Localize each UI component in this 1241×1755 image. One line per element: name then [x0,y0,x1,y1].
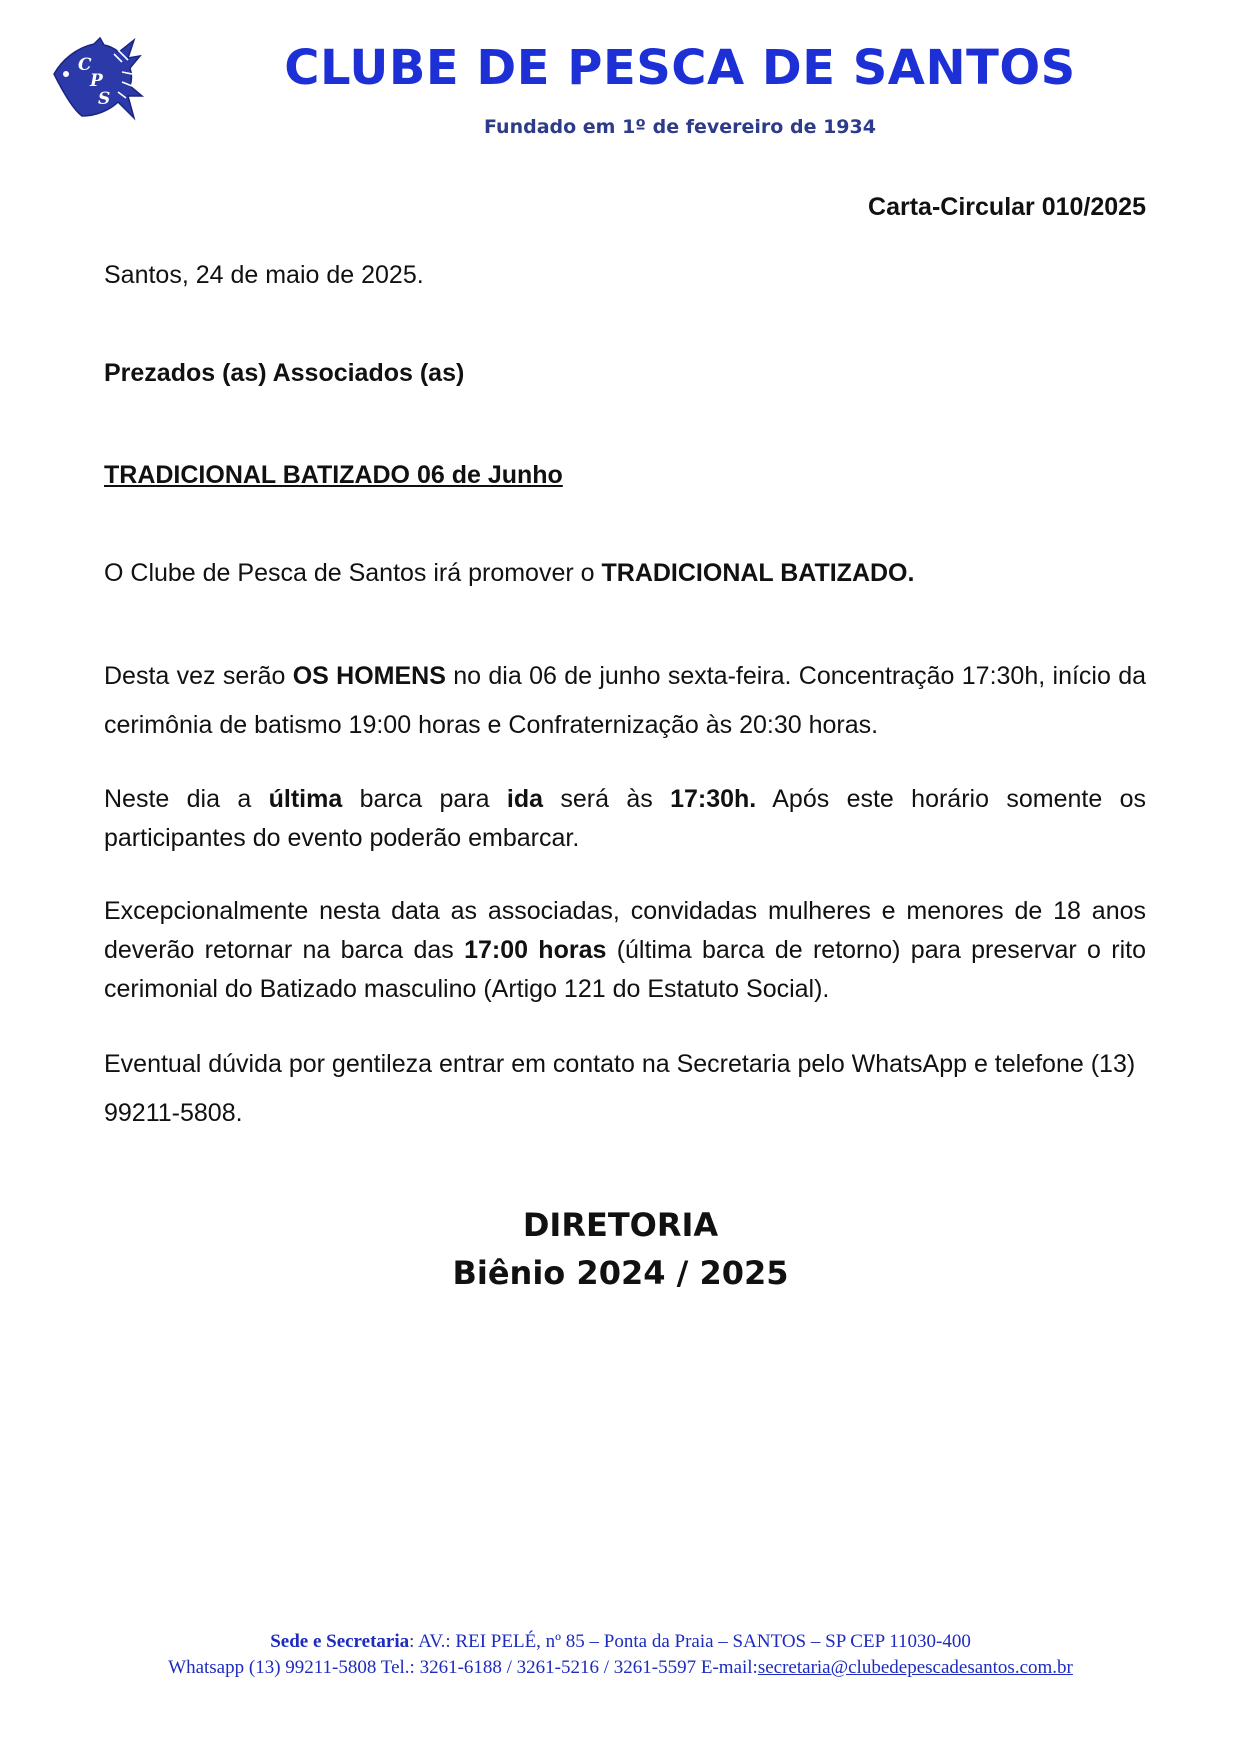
club-logo [52,36,152,126]
founded-date: Fundado em 1º de fevereiro de 1934 [484,116,876,138]
para3-b3: 17:30h. [670,785,757,813]
logo-letter-p: P [90,71,103,91]
para1-text: O Clube de Pesca de Santos irá promover o [104,559,602,587]
para1-bold: TRADICIONAL BATIZADO. [601,559,915,587]
para3-b1: última [268,785,343,813]
para4-t2: (última barca de retorno) para preservar o rito cerimonial do Batizado masculino (Artigo 121 do Estatuto Social). [104,935,1146,1003]
logo-letter-s: S [98,89,111,109]
signature-term: Biênio 2024 / 2025 [452,1254,789,1292]
paragraph-schedule [104,652,1146,750]
footer-address-text: : AV.: REI PELÉ, nº 85 – Ponta da Praia – SANTOS – SP CEP 11030-400 [409,1631,971,1652]
paragraph-return [104,892,1146,1008]
para3-t3: será às [543,785,671,813]
footer-contacts [0,1656,1241,1681]
para2-t2: no dia 06 de junho sexta-feira. Concentração 17:30h, início da cerimônia de batismo 19:00 horas e Confraternização às 20:30 horas. [104,662,1147,739]
greeting: Prezados (as) Associados (as) [104,359,465,387]
subject-line [104,456,1146,495]
para3-t2: barca para [342,785,507,813]
para2-b1: OS HOMENS [292,662,446,690]
para3-t4: Após este horário somente os participantes do evento poderão embarcar. [104,785,1146,852]
footer-label: Sede e Secretaria [270,1631,410,1652]
paragraph-announcement [104,554,1146,593]
para3-t1: Neste dia a [104,785,269,813]
subject-text: TRADICIONAL BATIZADO 06 de Junho [104,461,563,489]
circular-number: Carta-Circular 010/2025 [868,193,1146,221]
para4-t1: Excepcionalmente nesta data as associadas, convidadas mulheres e menores de 18 anos deverão retornar na barca das [104,897,1146,964]
date-line: Santos, 24 de maio de 2025. [104,261,424,289]
paragraph-boat [104,780,1146,858]
footer-contacts-text: Whatsapp (13) 99211-5808 Tel.: 3261-6188 / 3261-5216 / 3261-5597 E-mail: [168,1657,758,1678]
logo-letter-c: C [78,55,92,75]
para2-t1: Desta vez serão [104,662,293,690]
paragraph-contact: Eventual dúvida por gentileza entrar em contato na Secretaria pelo WhatsApp e telefone (13) 99211-5808. [104,1050,1136,1127]
signature-board: DIRETORIA [522,1206,719,1244]
para4-b1: 17:00 horas [464,935,607,964]
club-title: CLUBE DE PESCA DE SANTOS [284,40,1076,96]
fish-logo-icon [52,36,152,126]
footer-email-link[interactable]: secretaria@clubedepescadesantos.com.br [757,1657,1073,1678]
footer-address [0,1630,1241,1655]
para3-b2: ida [506,785,543,813]
